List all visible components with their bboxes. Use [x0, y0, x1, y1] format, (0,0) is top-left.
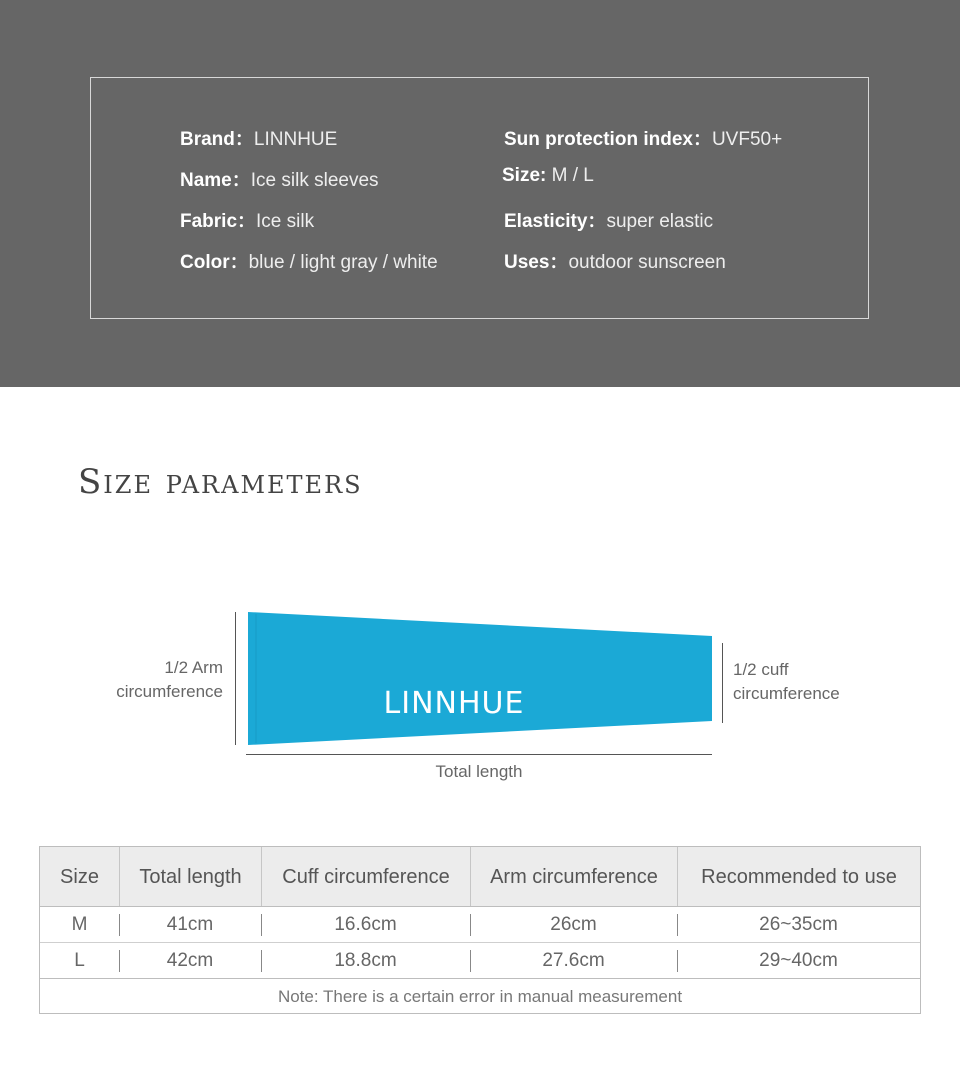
- spec-uses: [504, 247, 726, 274]
- header-total-length: Total length: [119, 847, 261, 906]
- cell-arm: 27.6cm: [470, 943, 677, 979]
- spec-fabric: [180, 206, 314, 233]
- arm-measure-line: [235, 612, 236, 745]
- spec-size-value: M / L: [551, 165, 594, 186]
- cell-arm: 26cm: [470, 907, 677, 943]
- spec-elasticity-key: Elasticity：: [504, 211, 607, 232]
- spec-color: [180, 247, 438, 274]
- length-measure-line: [246, 754, 712, 755]
- size-table: [39, 846, 921, 1014]
- total-length-label: Total length: [435, 762, 523, 781]
- cuff-label-line2: circumference: [733, 684, 840, 703]
- spec-color-value: blue / light gray / white: [248, 252, 438, 273]
- arm-label-line1: 1/2 Arm: [164, 658, 223, 677]
- cell-size: M: [71, 914, 88, 935]
- spec-fabric-key: Fabric：: [180, 211, 257, 232]
- spec-sun-value: UVF50+: [711, 129, 783, 150]
- cuff-label-line1: 1/2 cuff: [733, 660, 789, 679]
- spec-elasticity: [504, 206, 713, 233]
- spec-size: [502, 165, 594, 187]
- cuff-measure-line: [722, 643, 723, 723]
- spec-fabric-value: Ice silk: [256, 211, 315, 232]
- spec-frame: [90, 77, 869, 319]
- header-arm-circumference: Arm circumference: [470, 847, 677, 906]
- sleeve-diagram: [0, 590, 960, 800]
- cell-cuff: 16.6cm: [261, 907, 470, 943]
- table-note: Note: There is a certain error in manual measurement: [277, 987, 683, 1006]
- spec-size-key: Size:: [502, 165, 552, 186]
- spec-elasticity-value: super elastic: [606, 211, 714, 232]
- spec-brand-value: LINNHUE: [253, 129, 338, 150]
- spec-name-value: Ice silk sleeves: [250, 170, 379, 191]
- spec-panel: [0, 0, 960, 387]
- sleeve-logo: LINNHUE: [383, 686, 525, 721]
- spec-brand-key: Brand：: [180, 129, 254, 150]
- cuff-circumference-label: [733, 658, 840, 706]
- spec-uses-key: Uses：: [504, 252, 569, 273]
- cell-size: L: [74, 950, 85, 971]
- spec-name-key: Name：: [180, 170, 251, 191]
- spec-brand: [180, 124, 337, 151]
- sleeve-body: [248, 612, 712, 745]
- header-cuff-circumference: Cuff circumference: [261, 847, 470, 906]
- table-row: [40, 907, 920, 943]
- cell-recommended: 29~40cm: [677, 943, 920, 979]
- table-row: [40, 943, 920, 979]
- header-recommended: Recommended to use: [677, 847, 920, 906]
- spec-sun-key: Sun protection index：: [504, 129, 712, 150]
- cell-recommended: 26~35cm: [677, 907, 920, 943]
- cell-cuff: 18.8cm: [261, 943, 470, 979]
- spec-name: [180, 165, 379, 192]
- table-header: [40, 847, 920, 907]
- sleeve-image: [246, 611, 714, 746]
- spec-uses-value: outdoor sunscreen: [568, 252, 726, 273]
- spec-sun-protection: [504, 124, 782, 151]
- spec-color-key: Color：: [180, 252, 249, 273]
- arm-label-line2: circumference: [116, 682, 223, 701]
- cell-total-length: 42cm: [119, 943, 261, 979]
- section-title: Size parameters: [78, 462, 363, 502]
- header-size: Size: [60, 866, 99, 888]
- cell-total-length: 41cm: [119, 907, 261, 943]
- arm-circumference-label: [116, 656, 223, 704]
